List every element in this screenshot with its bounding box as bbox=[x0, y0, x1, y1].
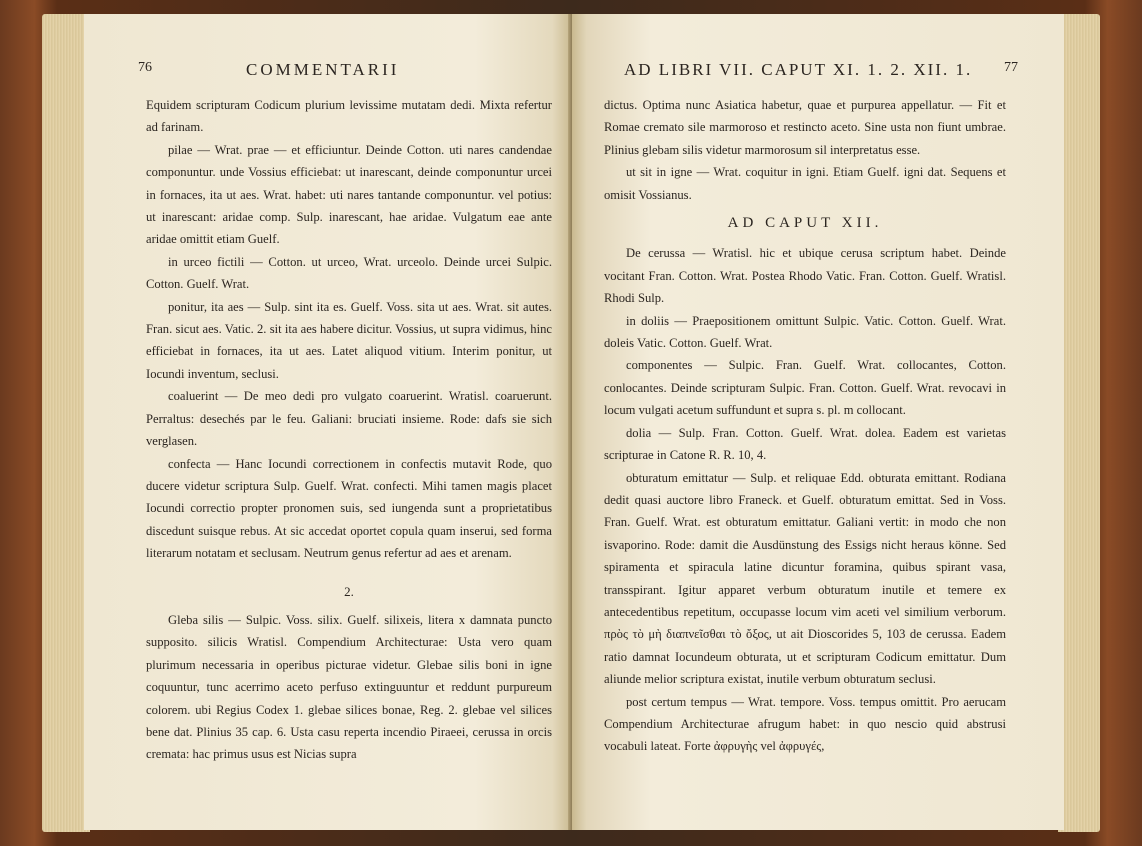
paragraph: componentes — Sulpic. Fran. Guelf. Wrat. collocantes, Cotton. conlocantes. Deinde scripturam Sulpic. Fran. Cotton. Guelf. Wrat. revocavi in locum vulgati acetum suffundunt et supra s. pl. m collocant. bbox=[604, 358, 1006, 418]
left-page-number: 76 bbox=[138, 60, 152, 75]
paragraph: ponitur, ita aes — Sulp. sint ita es. Guelf. Voss. sita ut aes. Wrat. sit autes. Fran. sicut aes. Vatic. 2. sit ita aes habere dicitur. Vossius, ut supra vidimus, hinc efficiebat in fornaces, ita ut aes. Latet aliquod vitium. Interim ponitur, ut Iocundi inventum, seclusi. bbox=[146, 299, 552, 381]
left-running-title: COMMENTARII bbox=[246, 60, 400, 79]
section-title: AD CAPUT XII. bbox=[727, 215, 883, 232]
paragraph: confecta — Hanc Iocundi correctionem in confectis mutavit Rode, quo ducere videtur scriptura Sulp. Guelf. Wrat. confecti. Mihi tamen magis placet Iocundi correctio propter pronomen suis, sed iungenda sunt a proprietatibus discedunt suisque rebus. At sic accedat oportet copula quam inserui, sed forma literarum notatam et seclusam. Neutrum genus refertur ad aes et arenam. bbox=[146, 456, 552, 561]
paragraph: Equidem scripturam Codicum plurium levissime mutatam dedi. Mixta refertur ad farinam. bbox=[146, 98, 552, 135]
left-running-head bbox=[138, 60, 552, 86]
paragraph: pilae — Wrat. prae — et efficiuntur. Deinde Cotton. uti nares candendae componuntur. unde Vossius efficiebat: ut inarescant, deinde componuntur urcei in fornaces, ita ut aes. Wrat. habet: uti nares tantande componuntur. vel potius: ut inarescant: aridae comp. Sulp. inarescant, hae aridae. Vulgatum eae ante aridae omittit etiam Guelf. bbox=[146, 142, 552, 247]
left-page bbox=[84, 14, 572, 830]
right-body bbox=[604, 94, 1006, 758]
section-number: 2. bbox=[344, 583, 354, 599]
paragraph: De cerussa — Wratisl. hic et ubique cerusa scriptum habet. Deinde vocitant Fran. Cotton. Wrat. Postea Rhodo Vatic. Fran. Cotton. Guelf. Wratisl. Rhodi Sulp. bbox=[604, 246, 1006, 306]
paragraph: dolia — Sulp. Fran. Cotton. Guelf. Wrat. dolea. Eadem est varietas scripturae in Catone R. R. 10, 4. bbox=[604, 425, 1006, 463]
paragraph: dictus. Optima nunc Asiatica habetur, quae et purpurea appellatur. — Fit et Romae cremato sile marmoroso et restincto aceto. Sine usta non fiunt umbrae. Plinius glebam silis videtur marmorosum sil interpretatus esse. bbox=[604, 98, 1006, 157]
right-running-head bbox=[604, 60, 1018, 86]
paragraph: obturatum emittatur — Sulp. et reliquae Edd. obturata emittant. Rodiana dedit quasi auctore libro Franeck. et Guelf. obturatum emittat. Sed in Voss. Fran. Guelf. Wrat. est obturatum emittatur. Galiani vertit: in modo che non isvaporino. Rode: damit die Ausdünstung des Essigs nicht heraus könne. Sed spiramenta et spiracula latine dicuntur foramina, quibus spirant vasa, transspirant. Igitur apparet verbum obturatum inutile et temere ex antecedentibus repetitum, occupasse locum vim aceti vel similium verborum. πρὸς τὸ μὴ διαπνεῖσθαι τὸ ὄξος, ut ait Dioscorides 5, 103 de cerussa. Eadem ratio damnat Iocundeum obturata, ut et scripturam Codicum emittatur. Dum aliunde melior scriptura existat, inutile verbum obturatum seclusi. bbox=[604, 470, 1006, 687]
paragraph: Gleba silis — Sulpic. Voss. silix. Guelf. silixeis, litera x damnata puncto supposito. silicis Wratisl. Compendium Architecturae: Usta vero quam plurimum necessaria in operibus picturae videtur. Glebae silis boni in igne coquuntur, tunc acerrimo aceto perfuso extinguuntur et reddunt purpureum colorem. ubi Regius Codex 1. glebae silices bonae, Reg. 2. glebae vel silices bene dat. Plinius 35 cap. 6. Usta casu reperta incendio Piraeei, cerussa in orcis cremata: hac primus usus est Nicias supra bbox=[146, 612, 552, 762]
paragraph: ut sit in igne — Wrat. coquitur in igni. Etiam Guelf. igni dat. Sequens et omisit Vossianus. bbox=[604, 165, 1006, 202]
paragraph: coaluerint — De meo dedi pro vulgato coaruerint. Wratisl. coaruerunt. Perraltus: desechés par le feu. Galiani: bruciati insieme. Rode: dafs sie sich verglasen. bbox=[146, 389, 552, 449]
paragraph: post certum tempus — Wrat. tempore. Voss. tempus omittit. Pro aerucam Compendium Architecturae afrugum habet: in quo nescio quid abstrusi vocabuli lateat. Forte ἀφρυγὴς vel ἀφρυγές, bbox=[604, 694, 1006, 754]
paragraph: in urceo fictili — Cotton. ut urceo, Wrat. urceolo. Deinde urcei Sulpic. Cotton. Guelf. Wrat. bbox=[146, 254, 552, 292]
page-edges-left bbox=[42, 14, 90, 832]
paragraph: in doliis — Praepositionem omittunt Sulpic. Vatic. Cotton. Guelf. Wrat. doleis Vatic. Cotton. Guelf. Wrat. bbox=[604, 313, 1006, 351]
right-page bbox=[572, 14, 1064, 830]
page-edges-right bbox=[1058, 14, 1100, 832]
right-running-title: AD LIBRI VII. CAPUT XI. 1. 2. XII. 1. bbox=[624, 60, 973, 79]
right-page-number: 77 bbox=[1004, 60, 1018, 75]
left-body bbox=[146, 94, 552, 766]
